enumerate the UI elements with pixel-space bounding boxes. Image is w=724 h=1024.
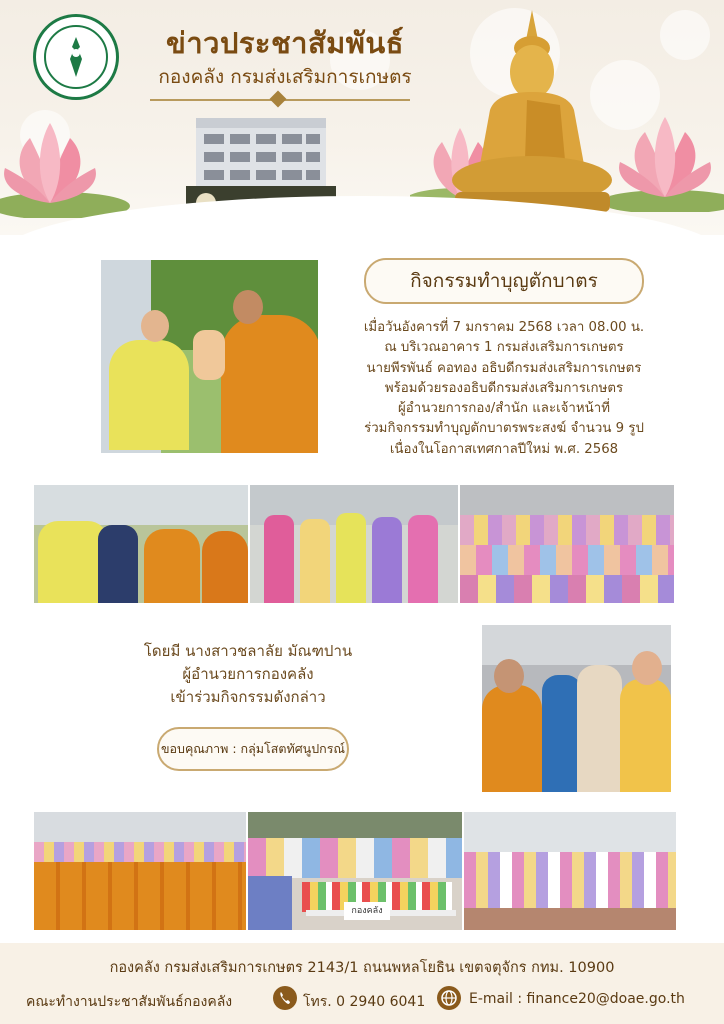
participation-text	[128, 640, 368, 709]
participation-line: โดยมี นางสาวชลาลัย มัณฑปาน	[143, 642, 353, 660]
activity-line: เนื่องในโอกาสเทศกาลปีใหม่ พ.ศ. 2568	[389, 441, 619, 457]
participation-line: เข้าร่วมกิจกรรมดังกล่าว	[170, 688, 326, 706]
buddha-statue-image	[435, 10, 630, 215]
photo-executives	[250, 485, 458, 603]
photo-offering	[101, 260, 318, 453]
page-subtitle: กองคลัง กรมส่งเสริมการเกษตร	[158, 66, 412, 88]
footer-email: E-mail : finance20@doae.go.th	[469, 991, 685, 1007]
photo-group-staff	[460, 485, 674, 603]
activity-line: เมื่อวันอังคารที่ 7 มกราคม 2568 เวลา 08.00 น.	[363, 320, 645, 335]
photo-director	[482, 625, 671, 792]
activity-line: ร่วมกิจกรรมทำบุญตักบาตรพระสงฆ์ จำนวน 9 รูป	[364, 421, 644, 437]
page-title: ข่าวประชาสัมพันธ์	[166, 26, 404, 60]
activity-line: พร้อมด้วยรองอธิบดีกรมส่งเสริมการเกษตร	[384, 380, 624, 396]
footer-team: คณะทำงานประชาสัมพันธ์กองคลัง	[26, 994, 233, 1010]
doae-seal-icon	[33, 14, 119, 100]
activity-line: ผู้อำนวยการกอง/สำนัก และเจ้าหน้าที่	[398, 401, 610, 417]
activity-line: นายพีรพันธ์ คอทอง อธิบดีกรมส่งเสริมการเกษตร	[366, 360, 642, 376]
photo-group-outdoor	[464, 812, 676, 930]
footer-phone: โทร. 0 2940 6041	[303, 994, 426, 1010]
participation-line: ผู้อำนวยการกองคลัง	[182, 665, 314, 683]
globe-icon	[437, 986, 461, 1010]
lotus-left-image	[0, 118, 130, 218]
activity-line: ณ บริเวณอาคาร 1 กรมส่งเสริมการเกษตร	[384, 340, 624, 356]
footer-address: กองคลัง กรมส่งเสริมการเกษตร 2143/1 ถนนพหลโยธิน เขตจตุจักร กทม. 10900	[109, 960, 615, 976]
table-sign: กองคลัง	[344, 902, 390, 920]
photo-donation-table	[248, 812, 462, 930]
photo-alms-line	[34, 485, 248, 603]
phone-icon	[273, 986, 297, 1010]
photo-credit: ขอบคุณภาพ : กลุ่มโสตทัศนูปกรณ์	[157, 727, 349, 771]
photo-monks-seated	[34, 812, 246, 930]
activity-title: กิจกรรมทำบุญตักบาตร	[364, 258, 644, 304]
activity-description	[348, 318, 660, 460]
